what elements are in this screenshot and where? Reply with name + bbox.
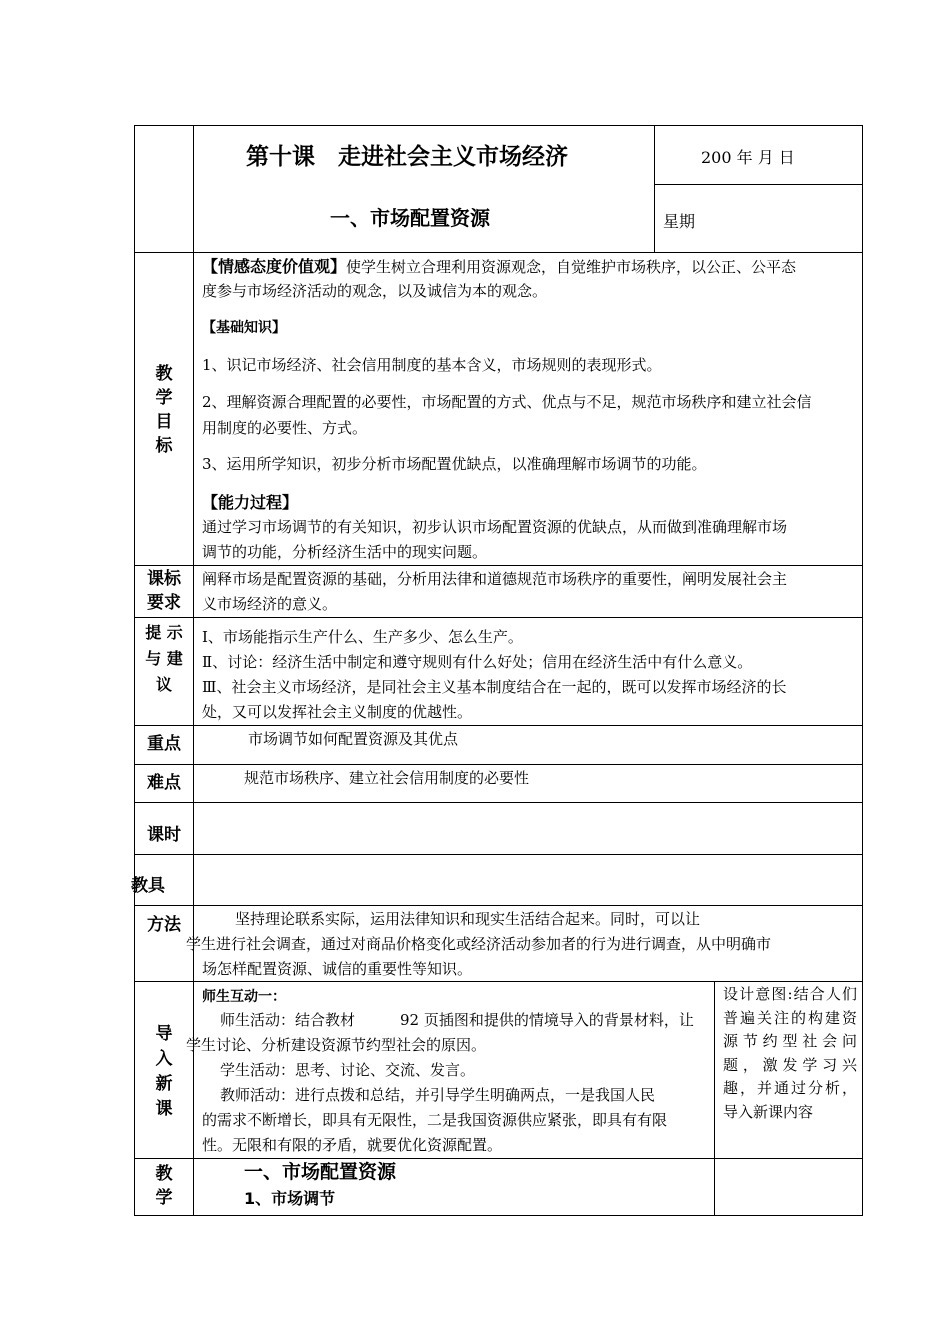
row-divider-standard — [134, 617, 863, 618]
intro-label: 导入新课 — [155, 1024, 173, 1119]
title-date-divider — [654, 125, 655, 253]
tips-item-2: Ⅱ、讨论：经济生活中制定和遵守规则有什么好处；信用在经济生活中有什么意义。 — [202, 653, 753, 671]
tools-label: 教具 — [131, 876, 165, 896]
standard-text-1: 阐释市场是配置资源的基础，分析用法律和道德规范市场秩序的重要性，阐明发展社会主 — [202, 570, 788, 588]
intro-line-6: 性。无限和有限的矛盾，就要优化资源配置。 — [202, 1136, 503, 1154]
row-divider-difficulty — [134, 802, 863, 803]
ability-line-1: 通过学习市场调节的有关知识，初步认识市场配置资源的优缺点，从而做到准确理解市场 — [202, 518, 788, 536]
intro-line-5: 的需求不断增长，即具有无限性，二是我国资源供应紧张，即具有有限 — [202, 1111, 668, 1129]
difficulty-text: 规范市场秩序、建立社会信用制度的必要性 — [244, 769, 530, 787]
emotion-text-2: 度参与市场经济活动的观念，以及诚信为本的观念。 — [202, 282, 548, 300]
method-label: 方法 — [147, 915, 181, 935]
intro-line-3: 学生活动：思考、讨论、交流、发言。 — [220, 1061, 476, 1079]
knowledge-item-1: 1、识记市场经济、社会信用制度的基本含义，市场规则的表现形式。 — [202, 356, 662, 374]
standard-label — [136, 567, 192, 615]
section-subtitle: 一、市场配置资源 — [330, 206, 490, 230]
tips-label-line-1: 提 示 — [145, 623, 183, 642]
emotion-text-1: 使学生树立合理利用资源观念，自觉维护市场秩序，以公正、公平态 — [346, 258, 797, 276]
ability-heading: 【能力过程】 — [202, 493, 299, 512]
teaching-section-title: 一、市场配置资源 — [244, 1161, 397, 1183]
row-divider-focus — [134, 764, 863, 765]
method-text-3: 场怎样配置资源、诚信的重要性等知识。 — [202, 960, 473, 978]
ability-line-2: 调节的功能，分析经济生活中的现实问题。 — [202, 543, 488, 561]
knowledge-item-2b: 用制度的必要性、方式。 — [202, 419, 368, 437]
interaction-heading: 师生互动一： — [202, 989, 286, 1005]
table-top-border — [134, 125, 863, 126]
focus-text: 市场调节如何配置资源及其优点 — [248, 730, 459, 748]
weekday-field: 星期 — [663, 212, 696, 231]
design-column-divider — [714, 981, 715, 1216]
method-text-2: 学生进行社会调查，通过对商品价格变化或经济活动参加者的行为进行调查，从中明确市 — [186, 935, 772, 953]
table-bottom-border — [134, 1215, 863, 1216]
tips-item-3b: 处，又可以发挥社会主义制度的优越性。 — [202, 703, 473, 721]
focus-label: 重点 — [147, 734, 181, 754]
row-divider-tips — [134, 725, 863, 726]
tips-label — [136, 620, 192, 698]
tips-item-3a: Ⅲ、社会主义市场经济，是同社会主义基本制度结合在一起的，既可以发挥市场经济的长 — [202, 678, 787, 696]
table-right-border — [862, 125, 863, 1216]
emotion-line-1 — [202, 254, 796, 280]
row-divider-objectives — [134, 565, 863, 566]
row-divider-tools — [134, 905, 863, 906]
intro-line-1: 师生活动：结合教材 92 页插图和提供的情境导入的背景材料，让 — [220, 1011, 694, 1029]
teaching-label-line-1: 教 — [155, 1164, 173, 1184]
objectives-label: 教学目标 — [155, 364, 173, 456]
standard-label-line-1: 课标 — [147, 569, 181, 589]
standard-label-line-2: 要求 — [147, 593, 181, 613]
period-label: 课时 — [147, 825, 181, 845]
tips-label-line-3: 议 — [155, 675, 172, 694]
page-title: 第十课 走进社会主义市场经济 — [246, 144, 568, 170]
teaching-sub-title: 1、市场调节 — [244, 1189, 336, 1208]
tips-item-1: Ⅰ、市场能指示生产什么、生产多少、怎么生产。 — [202, 628, 523, 646]
method-text-1: 坚持理论联系实际，运用法律知识和现实生活结合起来。同时，可以让 — [235, 910, 701, 928]
teaching-label-line-2: 学 — [155, 1188, 173, 1208]
date-divider — [654, 184, 863, 185]
intro-line-2: 学生讨论、分析建设资源节约型社会的原因。 — [186, 1036, 487, 1054]
date-field: 200 年 月 日 — [701, 148, 795, 167]
teaching-label — [136, 1162, 192, 1210]
row-divider-period — [134, 854, 863, 855]
knowledge-item-2a: 2、理解资源合理配置的必要性，市场配置的方式、优点与不足，规范市场秩序和建立社会信 — [202, 393, 812, 411]
knowledge-heading: 【基础知识】 — [202, 320, 286, 336]
standard-text-2: 义市场经济的意义。 — [202, 595, 338, 613]
row-divider-header — [134, 252, 863, 253]
tips-label-line-2: 与 建 — [145, 649, 183, 668]
knowledge-item-3: 3、运用所学知识，初步分析市场配置优缺点，以准确理解市场调节的功能。 — [202, 455, 707, 473]
row-divider-intro — [134, 1158, 863, 1159]
difficulty-label: 难点 — [147, 773, 181, 793]
emotion-heading: 【情感态度价值观】 — [202, 257, 347, 276]
design-intent-text: 设计意图:结合人们普遍关注的构建资源节约型社会问题，激发学习兴趣，并通过分析，导入新课内容 — [723, 985, 857, 1121]
intro-line-4: 教师活动：进行点拨和总结，并引导学生明确两点，一是我国人民 — [220, 1086, 656, 1104]
table-left-border — [134, 125, 135, 1216]
